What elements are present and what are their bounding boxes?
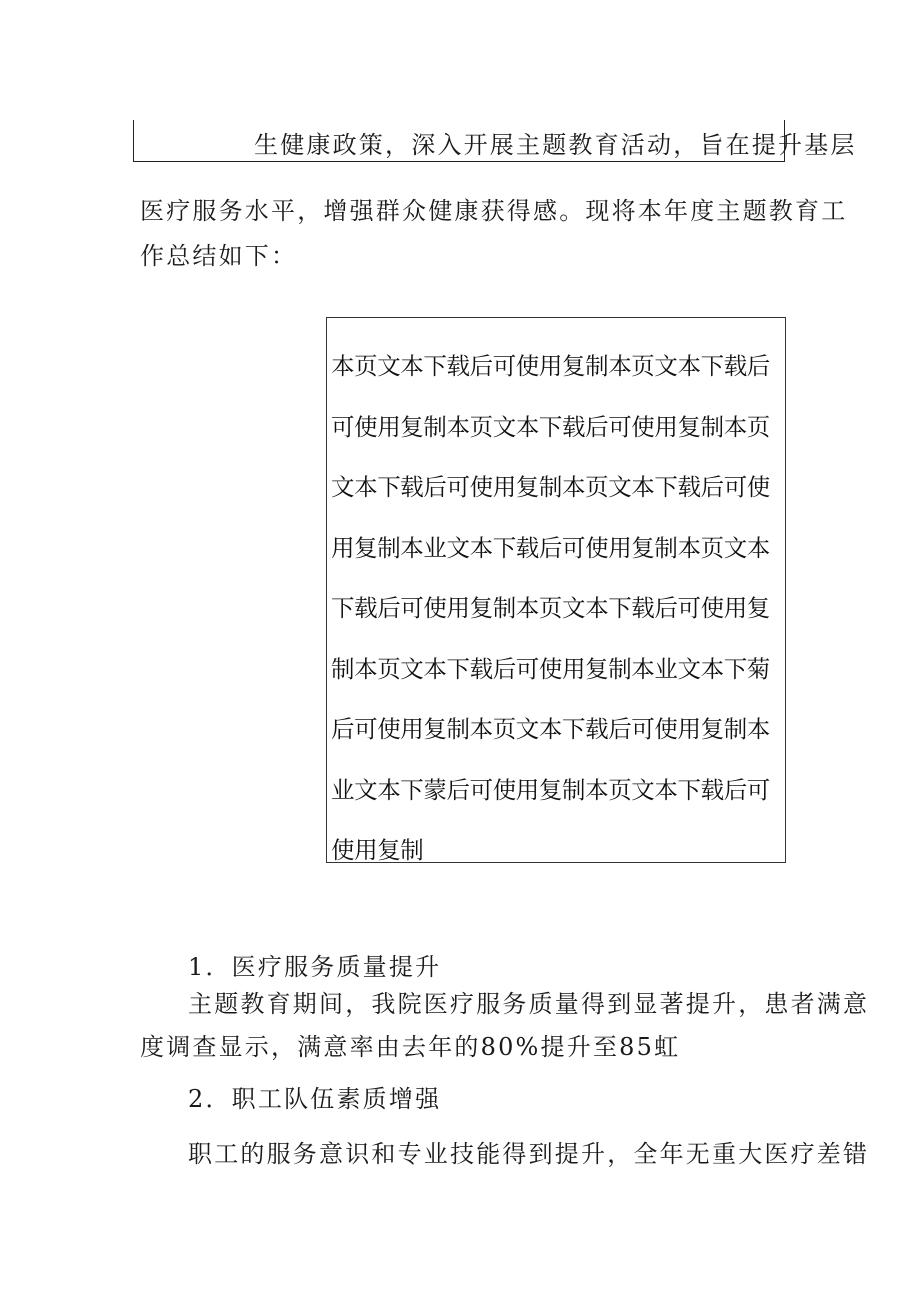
watermark-notice-box bbox=[326, 317, 786, 863]
section-2-body-line-1: 职工的服务意识和专业技能得到提升，全年无重大医疗差错 bbox=[188, 1140, 870, 1168]
section-2-heading: 2．职工队伍素质增强 bbox=[188, 1085, 442, 1113]
watermark-line: 业文本下蒙后可使用复制本页文本下载后可 bbox=[331, 775, 770, 804]
watermark-line: 可使用复制本页文本下载后可使用复制本页 bbox=[331, 412, 770, 441]
top-text-frame bbox=[133, 120, 857, 162]
intro-line-2: 作总结如下： bbox=[140, 242, 298, 270]
section-1-heading: 1．医疗服务质量提升 bbox=[188, 953, 442, 981]
watermark-line: 后可使用复制本页文本下载后可使用复制本 bbox=[331, 715, 770, 743]
watermark-line: 用复制本业文本下载后可使用复制本页文本 bbox=[331, 533, 770, 562]
top-fragment-text: 生健康政策，深入开展主题教育活动，旨在提升基层 bbox=[254, 131, 857, 159]
intro-line-1: 医疗服务水平，增强群众健康获得感。现将本年度主题教育工 bbox=[140, 197, 848, 225]
watermark-line: 下载后可使用复制本页文本下载后可使用复 bbox=[331, 594, 770, 622]
section-1-body-line-2: 度调查显示，满意率由去年的80%提升至85虹 bbox=[140, 1033, 681, 1061]
watermark-line: 制本页文本下载后可使用复制本业文本下菊 bbox=[331, 654, 770, 683]
section-1-body-line-1: 主题教育期间，我院医疗服务质量得到显著提升，患者满意 bbox=[188, 990, 870, 1018]
watermark-line: 使用复制 bbox=[331, 836, 424, 864]
watermark-line: 本页文本下载后可使用复制本页文本下载后 bbox=[331, 352, 770, 380]
watermark-line: 文本下载后可使用复制本页文本下载后可使 bbox=[331, 473, 770, 501]
